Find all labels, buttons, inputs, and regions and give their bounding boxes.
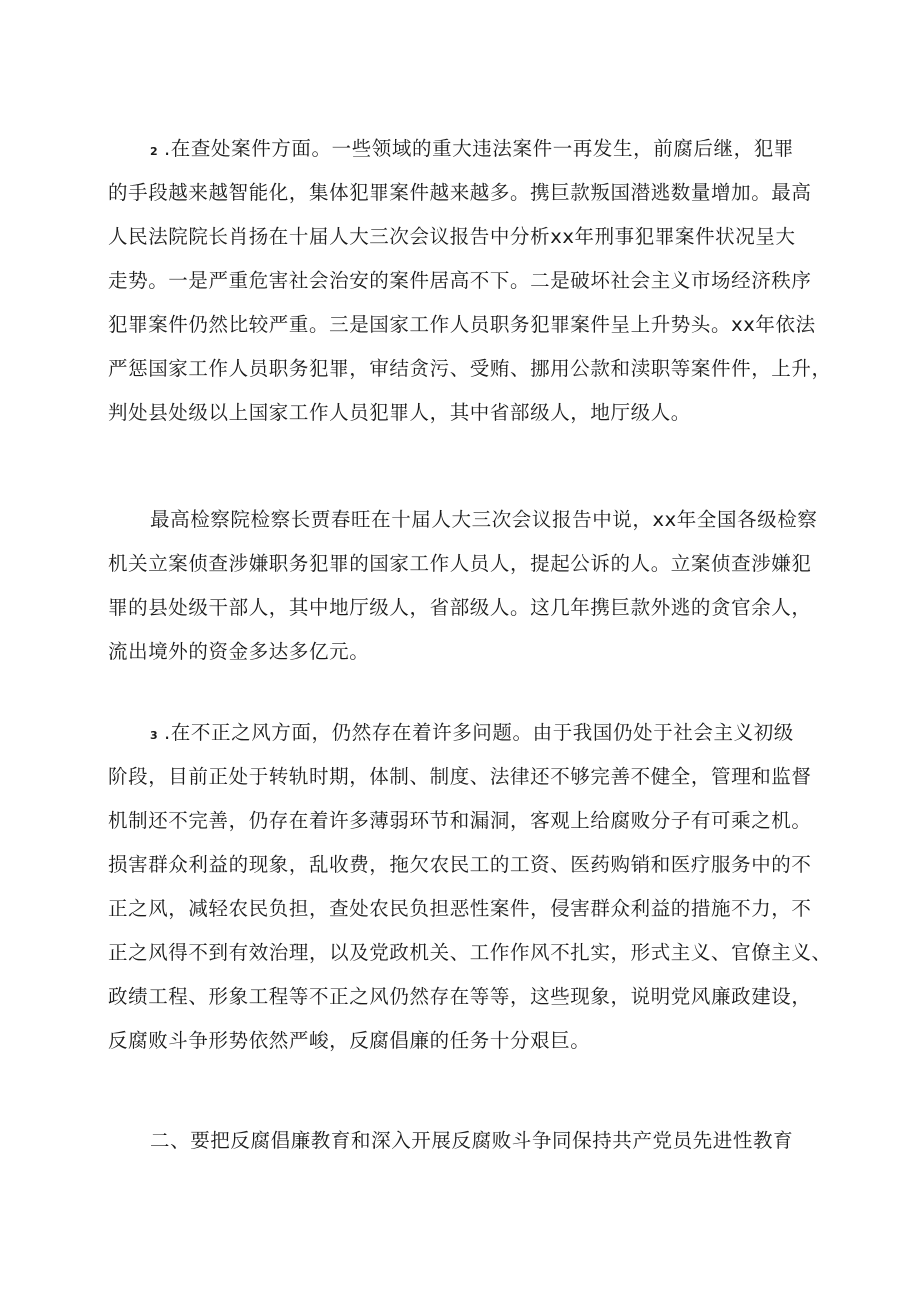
- paragraph-line: 正之风，减轻农民负担，查处农民负担恶性案件，侵害群众利益的措施不力，不: [108, 897, 812, 920]
- paragraph-line: [108, 711, 820, 755]
- paragraph-line: 政绩工程、形象工程等不正之风仍然存在等等，这些现象，说明党风廉政建设，: [108, 985, 812, 1008]
- paragraph-line: 反腐败斗争形势依然严峻，反腐倡廉的任务十分艰巨。: [108, 1029, 591, 1052]
- paragraph-line: 正之风得不到有效治理，以及党政机关、工作作风不扎实，形式主义、官僚主义、: [108, 941, 832, 964]
- paragraph-line: 犯罪案件仍然比较严重。三是国家工作人员职务犯罪案件呈上升势头。xx年依法: [108, 313, 816, 336]
- paragraph-line: 的手段越来越智能化，集体犯罪案件越来越多。携巨款叛国潜逃数量增加。最高: [108, 181, 812, 204]
- paragraph-line: 机制还不完善，仍存在着许多薄弱环节和漏洞，客观上给腐败分子有可乘之机。: [108, 809, 812, 832]
- paragraph-line: 严惩国家工作人员职务犯罪，审结贪污、受贿、挪用公款和渎职等案件件，上升，: [108, 357, 832, 380]
- paragraph-line: 罪的县处级干部人，其中地厅级人，省部级人。这几年携巨款外逃的贪官余人，: [108, 596, 812, 619]
- section-heading: [108, 1119, 820, 1163]
- line-text: .在查处案件方面。一些领域的重大违法案件一再发生，前腐后继，犯罪: [164, 137, 794, 160]
- heading-line: 二、要把反腐倡廉教育和深入开展反腐败斗争同保持共产党员先进性教育: [150, 1129, 794, 1152]
- paragraph-line: 最高检察院检察长贾春旺在十届人大三次会议报告中说，xx年全国各级检察: [150, 508, 818, 531]
- list-number: 2: [150, 145, 159, 158]
- paragraph-line: 走势。一是严重危害社会治安的案件居高不下。二是破坏社会主义市场经济秩序: [108, 269, 812, 292]
- paragraph-case-investigation: [108, 127, 832, 435]
- paragraph-line: 流出境外的资金多达多亿元。: [108, 640, 370, 663]
- line-text: .在不正之风方面，仍然存在着许多问题。由于我国仍处于社会主义初级: [164, 721, 794, 744]
- paragraph-line: 判处县处级以上国家工作人员犯罪人，其中省部级人，地厅级人。: [108, 401, 691, 424]
- list-number: 3: [150, 729, 159, 742]
- paragraph-line: 人民法院院长肖扬在十届人大三次会议报告中分析xx年刑事犯罪案件状况呈大: [108, 225, 796, 248]
- paragraph-procuratorate-report: [108, 498, 820, 674]
- paragraph-line: 损害群众利益的现象，乱收费，拖欠农民工的工资、医药购销和医疗服务中的不: [108, 853, 812, 876]
- paragraph-line: 阶段，目前正处于转轨时期，体制、制度、法律还不够完善不健全，管理和监督: [108, 765, 812, 788]
- paragraph-line: [108, 127, 820, 171]
- paragraph-line: 机关立案侦查涉嫌职务犯罪的国家工作人员人，提起公诉的人。立案侦查涉嫌犯: [108, 552, 812, 575]
- paragraph-unhealthy-practices: [108, 711, 832, 1063]
